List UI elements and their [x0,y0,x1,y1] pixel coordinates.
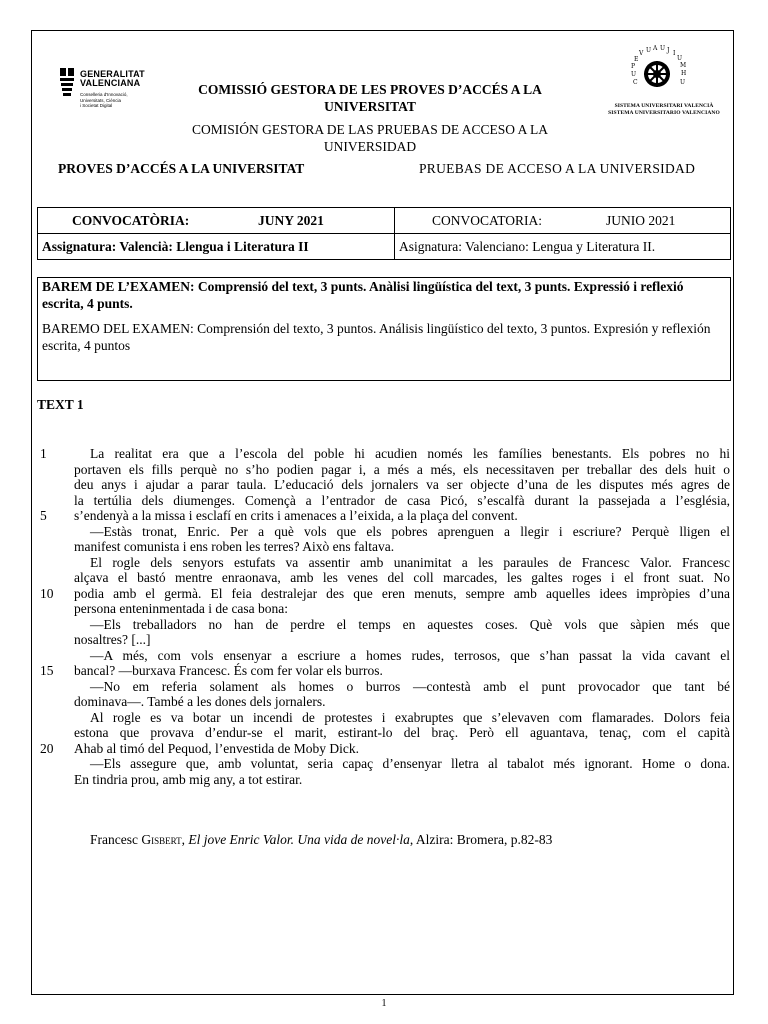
convocatoria-es-label: CONVOCATORIA: [432,212,543,228]
text-line [40,617,732,633]
line-text: deu anys i ajudar a parar taula. L’educació dels jornalers va ser objecte d’una de les disputes més agres de [74,477,730,492]
line-text: —Estàs tronat, Enric. Per a què vols que els pobres aprenguen a llegir i escriure? Perquè lligen el [90,523,730,539]
exam-title-va: PROVES D’ACCÉS A LA UNIVERSITAT [58,161,305,176]
line-text: Al rogle es va botar un incendi de protestes i exabruptes que s’elevaven com flamarades. Dolors feia [90,709,730,725]
svg-text:U: U [660,45,666,52]
svg-text:P: P [631,63,636,70]
line-text: La realitat era que a l’escola del poble hi acudien només les famílies benestants. Els pobres no hi [90,446,730,461]
page-number: 1 [381,998,387,1009]
university-system-logo [605,44,725,124]
convocatoria-row [38,208,731,234]
text-line [40,601,732,617]
svg-text:U: U [677,55,683,62]
text-line [40,772,732,788]
text-line [40,508,732,524]
line-text: —No em referia solament als homes o burros —contestà amb el punt provocador que tant bé [90,678,730,694]
grading-scale-es: BAREMO DEL EXAMEN: Comprensión del texto, 3 puntos. Análisis lingüístico del texto, 3 puntos. Expresión y reflexión escrita, 4 puntos [42,321,711,353]
line-text: El rogle dels senyors estufats va assentir amb unanimitat a les paraules de Francesc Valor. Francesc [90,554,730,570]
line-text: la tertúlia dels diumenges. Començà a l’entrador de casa Picó, s’escalfà durant la passejada a l’església, [74,492,730,508]
svg-text:E: E [634,56,639,63]
text-title: TEXT 1 [37,397,84,412]
text-line [40,446,732,462]
convocatoria-es-value: JUNIO 2021 [606,212,676,228]
source-author-first: Francesc [90,832,142,847]
text-line [40,710,732,726]
text-line [40,741,732,757]
subject-va: Assignatura: Valencià: Llengua i Literatura II [38,234,395,260]
line-text: En tindria prou, amb mig any, a tot estirar. [74,771,303,787]
generalitat-name: GENERALITAT VALENCIANA [80,69,145,88]
text-line [40,462,732,478]
source-publisher: , Alzira: Bromera, p.82-83 [409,832,553,847]
text-line [40,586,732,602]
commission-title-va: COMISSIÓ GESTORA DE LES PROVES D’ACCÉS A LA UNIVERSITAT [198,82,542,114]
generalitat-emblem-icon [58,66,76,100]
svg-text:M: M [680,62,687,69]
text-line [40,725,732,741]
line-text: dominava—. També a les dones dels jornalers. [74,694,326,709]
text-line [40,648,732,664]
subject-es: Asignatura: Valenciano: Lengua y Literatura II. [395,234,731,260]
line-text: alçava el bastó mentre enraonava, amb les venes del coll marcades, les galtes roges i el front suat. No [74,570,730,585]
subject-row [38,234,731,260]
text-line [40,679,732,695]
exam-info-table [37,207,731,260]
line-text: persona enteninmentada i de casa bona: [74,601,289,616]
generalitat-logo [58,66,148,116]
exam-title-es: PRUEBAS DE ACCESO A LA UNIVERSIDAD [419,161,696,176]
line-number: 5 [40,508,47,523]
reading-text [40,446,732,787]
line-text: s’endenyà a la missa i esclafí en crits i amenaces a l’eixida, a la plaça del convent. [74,508,518,523]
conselleria-name: Conselleria d'Innovació, Universitats, Ciència i Societat Digital [80,92,128,108]
line-text: portaven els fills perquè no s’ho podien pagar i, a més a més, els necessitaven per treballar des dels huit o [74,461,730,477]
text-line [40,694,732,710]
text-line [40,570,732,586]
text-line [40,756,732,772]
line-text: bancal? —burxava Francesc. És com fer volar els burros. [74,663,383,678]
text-line [40,524,732,540]
svg-text:H: H [681,70,687,77]
convocatoria-va-cell [38,208,395,234]
line-number: 1 [40,446,47,461]
grading-scale-va: BAREM DE L’EXAMEN: Comprensió del text, 3 punts. Anàlisi lingüística del text, 3 punts. Expressió i reflexió escrita, 4 punts. [42,279,684,311]
svg-text:I: I [673,50,676,57]
source-author-last: Gisbert [141,832,182,847]
svg-text:U: U [631,71,637,78]
text-line [40,477,732,493]
text-line [40,663,732,679]
line-text: podia amb el germà. El feia destralejar des que eren menuts, sempre amb aquelles idees impròpies d’una [74,585,730,601]
line-text: —A més, com vols ensenyar a escriure a homes rudes, terrosos, que s’han passat la vida cavant el [90,647,730,663]
line-text: nosaltres? [...] [74,632,151,647]
source-book-title: El jove Enric Valor. Una vida de novel·la [188,832,410,847]
text-line [40,632,732,648]
convocatoria-es-cell [395,208,731,234]
line-number: 20 [40,740,54,756]
convocatoria-va-label: CONVOCATÒRIA: [72,212,190,228]
line-text: Ahab al timó del Pequod, l’envestida de Moby Dick. [74,740,359,756]
commission-title-es: COMISIÓN GESTORA DE LAS PRUEBAS DE ACCESO A LA UNIVERSIDAD [191,122,549,154]
svg-text:A: A [653,45,658,52]
source-separator: , [181,832,189,847]
line-text: —Els treballadors no han de perdre el temps en aquestes coses. Què vols que sàpien més que [90,616,730,632]
line-number: 15 [40,663,54,678]
text-line [40,555,732,571]
svg-text:V: V [639,50,644,57]
line-text: estona que provava d’endur-se el marit, estirant-lo del braç. Però ell aguantava, tenaç, com el capità [74,725,730,740]
line-number: 10 [40,585,54,601]
text-line [40,493,732,509]
text-line [40,539,732,555]
svg-text:U: U [646,47,652,54]
university-seal-icon [622,44,692,102]
text-source [90,832,552,848]
line-text: —Els assegure que, amb voluntat, seria capaç d’ensenyar lletra al tabalot més ignorant. Home o dona. [90,756,730,771]
svg-text:J: J [667,47,670,54]
line-text: manifest comunista i ens roben les terres? Això ens faltava. [74,539,395,554]
grading-scale-box [37,277,731,381]
svg-text:U: U [680,79,686,86]
university-system-name: SISTEMA UNIVERSITARI VALENCIÀ SISTEMA UNIVERSITARIO VALENCIANO [608,103,720,116]
svg-text:C: C [633,79,638,86]
convocatoria-va-value: JUNY 2021 [258,212,324,228]
